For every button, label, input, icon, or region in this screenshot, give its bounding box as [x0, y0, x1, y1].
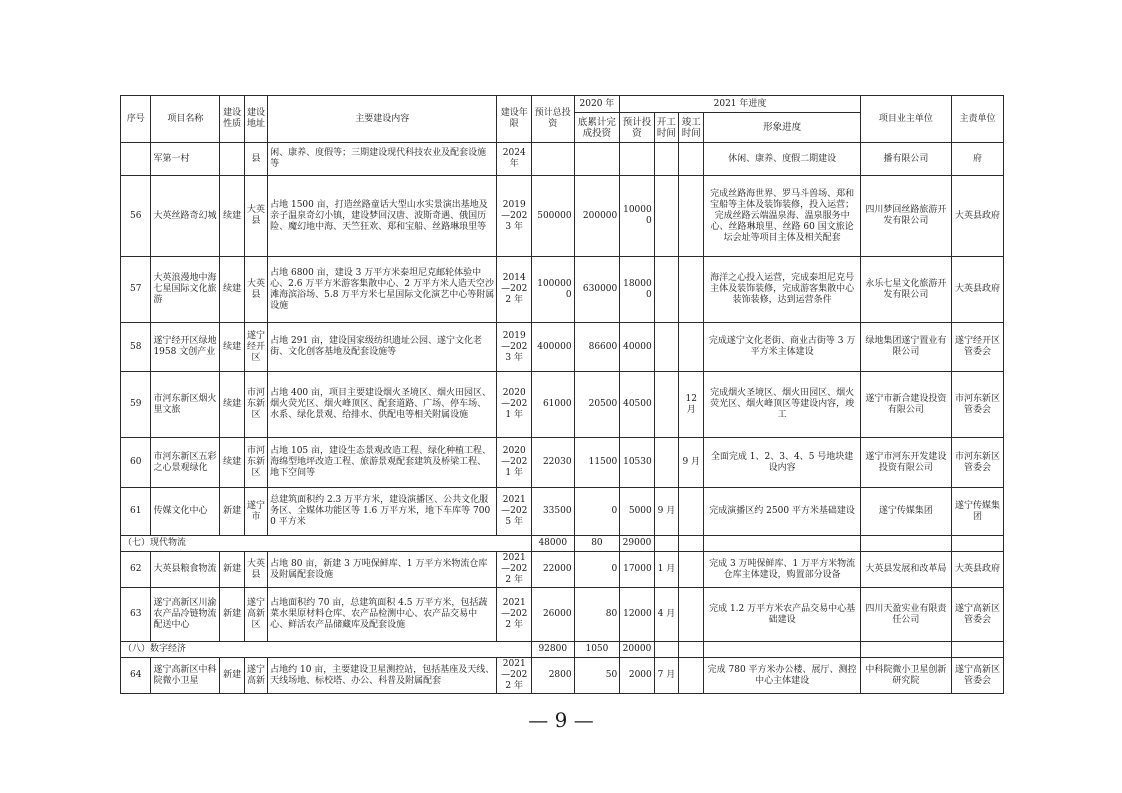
cell-finish — [679, 323, 704, 372]
cell-location: 大英县 — [244, 552, 267, 588]
cell-dept: 市河东新区管委会 — [952, 372, 1004, 438]
table-row — [121, 176, 1004, 257]
cell-content: 占地 6800 亩，建设 3 万平方米泰坦尼克邮轮体验中心、2.6 万平方米游客集散中心、2 万平方米人造天空沙滩海滨浴场、5.8 万平方米七星国际文化演艺中心等附属设施 — [268, 257, 497, 323]
cell-progress: 海洋之心投入运营，完成泰坦尼克号主体及装饰装修，完成游客集散中心装饰装修，达到运营条件 — [704, 257, 860, 323]
cell-nature: 新建 — [220, 552, 244, 588]
section-total: 92800 — [531, 642, 574, 658]
cell-content: 占地 291 亩，建设国家级纺织遗址公园、遂宁文化老街、文化创客基地及配套设施等 — [268, 323, 497, 372]
cell-name: 大英丝路奇幻城 — [151, 176, 220, 257]
cell-start — [654, 257, 678, 323]
cell-owner: 遂宁传媒集团 — [860, 488, 951, 536]
section-row — [121, 642, 1004, 658]
cell-total — [531, 143, 574, 176]
cell-invest2021 — [620, 143, 655, 176]
cell-finish — [679, 488, 704, 536]
cell-seq: 63 — [121, 588, 151, 642]
table-row — [121, 323, 1004, 372]
cell-name: 遂宁高新区川渝农产品冷链物流配送中心 — [151, 588, 220, 642]
cell-seq: 56 — [121, 176, 151, 257]
header-finish: 竣工时间 — [679, 113, 704, 143]
header-owner: 项目业主单位 — [860, 96, 951, 143]
cell-finish — [679, 257, 704, 323]
cell-cum2020: 0 — [574, 552, 620, 588]
cell-nature: 续建 — [220, 323, 244, 372]
cell-cum2020: 11500 — [574, 438, 620, 488]
section-total: 48000 — [531, 536, 574, 552]
cell-total: 400000 — [531, 323, 574, 372]
header-invest2021: 预计投资 — [620, 113, 655, 143]
table-row — [121, 438, 1004, 488]
cell-cum2020 — [574, 143, 620, 176]
header-total: 预计总投资 — [531, 96, 574, 143]
cell-invest2021: 5000 — [620, 488, 655, 536]
cell-seq: 58 — [121, 323, 151, 372]
cell-name: 遂宁经开区绿地 1958 文创产业 — [151, 323, 220, 372]
cell-progress: 完成烟火圣境区、烟火田园区、烟火荧光区、烟火峰顶区等建设内容，竣工 — [704, 372, 860, 438]
cell-cum2020: 80 — [574, 588, 620, 642]
header-location: 建设地址 — [244, 96, 267, 143]
cell-owner: 四川天盈实业有限责任公司 — [860, 588, 951, 642]
project-table — [120, 95, 1004, 694]
cell-period: 2020—2021 年 — [497, 372, 532, 438]
cell-finish: 9 月 — [679, 438, 704, 488]
cell-invest2021: 12000 — [620, 588, 655, 642]
cell-name: 军第一村 — [151, 143, 220, 176]
header-2021-progress: 2021 年进度 — [620, 96, 861, 113]
cell-owner: 中科院微小卫星创新研究院 — [860, 658, 951, 694]
cell-period: 2021—2022 年 — [497, 588, 532, 642]
cell-name: 大英县粮食物流 — [151, 552, 220, 588]
cell-dept: 遂宁传媒集团 — [952, 488, 1004, 536]
cell-seq: 61 — [121, 488, 151, 536]
cell-content: 闲、康养、度假等；三期建设现代科技农业及配套设施等 — [268, 143, 497, 176]
cell-total: 61000 — [531, 372, 574, 438]
cell-finish: 12 月 — [679, 372, 704, 438]
cell-owner: 永乐七星文化旅游开发有限公司 — [860, 257, 951, 323]
cell-dept: 大英县政府 — [952, 176, 1004, 257]
header-dept: 主责单位 — [952, 96, 1004, 143]
cell-dept: 遂宁高新区管委会 — [952, 588, 1004, 642]
cell-total: 1000000 — [531, 257, 574, 323]
cell-owner: 绿地集团遂宁置业有限公司 — [860, 323, 951, 372]
cell-progress: 完成演播区约 2500 平方米基础建设 — [704, 488, 860, 536]
cell-nature: 新建 — [220, 588, 244, 642]
cell-invest2021: 17000 — [620, 552, 655, 588]
cell-start — [654, 143, 678, 176]
cell-progress: 完成遂宁文化老街、商业古街等 3 万平方米主体建设 — [704, 323, 860, 372]
cell-invest2021: 40000 — [620, 323, 655, 372]
cell-name: 市河东新区五彩之心景观绿化 — [151, 438, 220, 488]
header-progress: 形象进度 — [704, 113, 860, 143]
cell-seq: 57 — [121, 257, 151, 323]
cell-owner: 四川梦回丝路旅游开发有限公司 — [860, 176, 951, 257]
cell-total: 33500 — [531, 488, 574, 536]
cell-period: 2021—2025 年 — [497, 488, 532, 536]
cell-location: 遂宁经开区 — [244, 323, 267, 372]
cell-start: 7 月 — [654, 658, 678, 694]
cell-nature — [220, 143, 244, 176]
cell-invest2021: 10530 — [620, 438, 655, 488]
cell-period: 2021—2022 年 — [497, 552, 532, 588]
cell-seq: 59 — [121, 372, 151, 438]
cell-dept: 遂宁经开区管委会 — [952, 323, 1004, 372]
cell-dept: 遂宁高新区管委会 — [952, 658, 1004, 694]
cell-content: 占地约 10 亩，主要建设卫星测控站，包括基座及天线、天线场地、标校塔、办公、科普及附属配套 — [268, 658, 497, 694]
cell-location: 遂宁市 — [244, 488, 267, 536]
cell-cum2020: 50 — [574, 658, 620, 694]
cell-cum2020: 20500 — [574, 372, 620, 438]
cell-total: 22000 — [531, 552, 574, 588]
table-row — [121, 588, 1004, 642]
cell-cum2020: 0 — [574, 488, 620, 536]
cell-seq: 62 — [121, 552, 151, 588]
cell-start: 1 月 — [654, 552, 678, 588]
cell-finish — [679, 176, 704, 257]
cell-location: 大英县 — [244, 257, 267, 323]
cell-cum2020: 86600 — [574, 323, 620, 372]
cell-dept: 市河东新区管委会 — [952, 438, 1004, 488]
page-number: — 9 — — [528, 708, 594, 732]
cell-finish — [679, 143, 704, 176]
cell-start — [654, 323, 678, 372]
cell-progress: 完成 780 平方米办公楼、展厅、测控中心主体建设 — [704, 658, 860, 694]
cell-progress: 休闲、康养、度假二期建设 — [704, 143, 860, 176]
cell-progress: 完成 1.2 万平方米农产品交易中心基础建设 — [704, 588, 860, 642]
cell-name: 遂宁高新区中科院微小卫星 — [151, 658, 220, 694]
cell-period: 2021—2022 年 — [497, 658, 532, 694]
cell-nature: 续建 — [220, 257, 244, 323]
cell-start — [654, 372, 678, 438]
cell-location: 县 — [244, 143, 267, 176]
section-row — [121, 536, 1004, 552]
cell-dept: 大英县政府 — [952, 257, 1004, 323]
cell-period: 2014—2022 年 — [497, 257, 532, 323]
cell-finish — [679, 588, 704, 642]
cell-nature: 新建 — [220, 658, 244, 694]
cell-total: 22030 — [531, 438, 574, 488]
cell-owner: 播有限公司 — [860, 143, 951, 176]
section-label: （八）数字经济 — [121, 642, 532, 658]
cell-start — [654, 176, 678, 257]
cell-content: 占地 80 亩，新建 3 万吨保鲜库、1 万平方米物流仓库及附属配套设施 — [268, 552, 497, 588]
cell-location: 遂宁高新 — [244, 658, 267, 694]
cell-dept: 府 — [952, 143, 1004, 176]
cell-nature: 续建 — [220, 372, 244, 438]
cell-dept: 大英县政府 — [952, 552, 1004, 588]
cell-content: 占地 1500 亩，打造丝路童话大型山水实景演出基地及亲子温泉奇幻小镇，建设梦回汉唐、波斯奇遇、俄国历险、魔幻地中海、天竺狂欢、郑和宝船、丝路琳琅里等 — [268, 176, 497, 257]
cell-period: 2020—2021 年 — [497, 438, 532, 488]
table-row — [121, 488, 1004, 536]
cell-seq: 60 — [121, 438, 151, 488]
cell-start: 9 月 — [654, 488, 678, 536]
cell-start: 4 月 — [654, 588, 678, 642]
table-row — [121, 143, 1004, 176]
cell-period: 2024 年 — [497, 143, 532, 176]
cell-seq: 64 — [121, 658, 151, 694]
section-cum2020: 1050 — [574, 642, 620, 658]
cell-invest2021: 180000 — [620, 257, 655, 323]
section-invest2021: 20000 — [620, 642, 655, 658]
cell-location: 市河东新区 — [244, 438, 267, 488]
cell-content: 占地 105 亩，建设生态景观改造工程、绿化种植工程、海绵型地坪改造工程、旅游景观配套建筑及桥梁工程、地下空间等 — [268, 438, 497, 488]
table-row — [121, 658, 1004, 694]
header-name: 项目名称 — [151, 96, 220, 143]
cell-location: 遂宁高新区 — [244, 588, 267, 642]
section-cum2020: 80 — [574, 536, 620, 552]
header-start: 开工时间 — [654, 113, 678, 143]
cell-progress: 完成丝路海世界、罗马斗兽场、郑和宝船等主体及装饰装修，投入运营；完成丝路云端温泉海、温泉服务中心、丝路琳琅里、丝路 60 国文旅论坛会址等项目主体及相关配套 — [704, 176, 860, 257]
cell-nature: 续建 — [220, 176, 244, 257]
table-row — [121, 372, 1004, 438]
cell-name: 市河东新区烟火里文旅 — [151, 372, 220, 438]
cell-progress: 全面完成 1、2、3、4、5 号地块建设内容 — [704, 438, 860, 488]
header-period: 建设年限 — [497, 96, 532, 143]
cell-content: 占地 400 亩，项目主要建设烟火圣境区、烟火田园区、烟火荧光区、烟火峰顶区、配套道路、广场、停车场、水系、绿化景观、给排水、供配电等相关附属设施 — [268, 372, 497, 438]
cell-finish — [679, 658, 704, 694]
cell-name: 传媒文化中心 — [151, 488, 220, 536]
cell-location: 大英县 — [244, 176, 267, 257]
cell-total: 26000 — [531, 588, 574, 642]
table-row — [121, 552, 1004, 588]
table-row — [121, 257, 1004, 323]
cell-content: 占地面积约 70 亩，总建筑面积 4.5 万平方米，包括蔬菜水果原材料仓库、农产品检测中心、农产品交易中心、鲜活农产品储藏库及配套设施 — [268, 588, 497, 642]
header-cum2020: 底累计完成投资 — [574, 113, 620, 143]
cell-invest2021: 40500 — [620, 372, 655, 438]
cell-location: 市河东新区 — [244, 372, 267, 438]
section-label: （七）现代物流 — [121, 536, 532, 552]
cell-total: 2800 — [531, 658, 574, 694]
header-nature: 建设性质 — [220, 96, 244, 143]
cell-nature: 新建 — [220, 488, 244, 536]
header-seq: 序号 — [121, 96, 151, 143]
cell-name: 大英浪漫地中海七星国际文化旅游 — [151, 257, 220, 323]
cell-period: 2019—2023 年 — [497, 176, 532, 257]
cell-cum2020: 630000 — [574, 257, 620, 323]
cell-progress: 完成 3 万吨保鲜库、1 万平方米物流仓库主体建设，购置部分设备 — [704, 552, 860, 588]
cell-invest2021: 2000 — [620, 658, 655, 694]
cell-nature: 续建 — [220, 438, 244, 488]
cell-finish — [679, 552, 704, 588]
header-content: 主要建设内容 — [268, 96, 497, 143]
section-invest2021: 29000 — [620, 536, 655, 552]
cell-start — [654, 438, 678, 488]
cell-content: 总建筑面积约 2.3 万平方米，建设演播区、公共文化服务区、全媒体功能区等 1.6 万平方米，地下车库等 7000 平方米 — [268, 488, 497, 536]
cell-total: 500000 — [531, 176, 574, 257]
cell-cum2020: 200000 — [574, 176, 620, 257]
cell-owner: 遂宁市河东开发建设投资有限公司 — [860, 438, 951, 488]
cell-invest2021: 100000 — [620, 176, 655, 257]
cell-owner: 遂宁市新合建设投资有限公司 — [860, 372, 951, 438]
cell-seq — [121, 143, 151, 176]
header-cum2020-top: 2020 年 — [574, 96, 620, 113]
cell-owner: 大英县发展和改革局 — [860, 552, 951, 588]
cell-period: 2019—2023 年 — [497, 323, 532, 372]
